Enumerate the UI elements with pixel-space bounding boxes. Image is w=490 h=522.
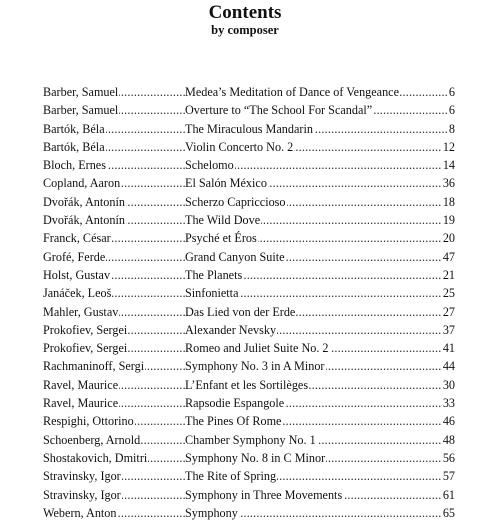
work-title: Romeo and Juliet Suite No. 2 — [185, 341, 329, 356]
page-title: Contents — [208, 2, 282, 23]
work-cell — [185, 156, 455, 174]
composer-name: Schoenberg, Arnold — [43, 432, 141, 447]
page-number: 30 — [442, 376, 455, 394]
work-cell — [185, 120, 455, 138]
composer-name: Grofé, Ferde — [43, 249, 106, 264]
composer-cell — [43, 504, 185, 522]
work-title: Chamber Symphony No. 1 — [185, 432, 316, 447]
page-number: 48 — [442, 431, 455, 449]
work-cell — [185, 211, 455, 229]
work-title: Alexander Nevsky — [185, 322, 277, 337]
contents-entry — [43, 83, 455, 101]
contents-entry — [43, 138, 455, 156]
work-title: Overture to “The School For Scandal” — [185, 103, 373, 118]
work-title: Symphony in Three Movements — [185, 487, 343, 502]
work-title: Grand Canyon Suite — [185, 249, 285, 264]
composer-cell — [43, 156, 185, 174]
composer-cell — [43, 357, 185, 375]
contents-entry — [43, 394, 455, 412]
composer-name: Ravel, Maurice — [43, 396, 119, 411]
composer-cell — [43, 83, 185, 101]
contents-entry — [43, 174, 455, 192]
composer-name: Bartók, Béla — [43, 139, 105, 154]
work-cell — [185, 174, 455, 192]
page-number: 33 — [442, 394, 455, 412]
contents-entry — [43, 101, 455, 119]
page-number: 14 — [442, 156, 455, 174]
page-number: 20 — [442, 229, 455, 247]
page-number: 36 — [442, 174, 455, 192]
page-number: 19 — [442, 211, 455, 229]
work-title: The Miraculous Mandarin — [185, 121, 313, 136]
page-number: 41 — [442, 339, 455, 357]
work-title: The Wild Dove — [185, 213, 261, 228]
work-cell — [185, 193, 455, 211]
composer-cell — [43, 248, 185, 266]
composer-cell — [43, 394, 185, 412]
work-cell — [185, 504, 455, 522]
composer-cell — [43, 431, 185, 449]
composer-name: Franck, César — [43, 231, 111, 246]
composer-cell — [43, 412, 185, 430]
contents-entry — [43, 357, 455, 375]
work-cell — [185, 357, 455, 375]
page-number: 56 — [442, 449, 455, 467]
work-cell — [185, 339, 455, 357]
contents-entry — [43, 504, 455, 522]
composer-name: Rachmaninoff, Sergi — [43, 359, 145, 374]
contents-entry — [43, 120, 455, 138]
page-number: 8 — [448, 120, 455, 138]
contents-entry — [43, 339, 455, 357]
page-number: 18 — [442, 193, 455, 211]
work-title: Symphony — [185, 505, 238, 520]
page-number: 12 — [442, 138, 455, 156]
work-cell — [185, 376, 455, 394]
composer-name: Ravel, Maurice — [43, 377, 119, 392]
composer-name: Copland, Aaron — [43, 176, 121, 191]
work-cell — [185, 138, 455, 156]
page-subtitle: by composer — [211, 23, 279, 37]
contents-entry — [43, 467, 455, 485]
page-number: 25 — [442, 284, 455, 302]
composer-cell — [43, 339, 185, 357]
page-number: 44 — [442, 357, 455, 375]
work-title: The Rite of Spring — [185, 469, 277, 484]
contents-entry — [43, 248, 455, 266]
contents-entry — [43, 376, 455, 394]
work-title: Violin Concerto No. 2 — [185, 139, 294, 154]
composer-name: Dvořák, Antonín — [43, 213, 125, 228]
composer-cell — [43, 138, 185, 156]
work-title: Medea’s Meditation of Dance of Vengeance — [185, 85, 399, 99]
work-title: Symphony No. 3 in A Minor — [185, 359, 325, 374]
composer-cell — [43, 486, 185, 504]
work-title: Schelomo — [185, 158, 234, 173]
composer-cell — [43, 174, 185, 192]
composer-cell — [43, 101, 185, 119]
work-title: Sinfonietta — [185, 286, 239, 301]
contents-entry — [43, 266, 455, 284]
page-number: 61 — [442, 486, 455, 504]
page-number: 37 — [442, 321, 455, 339]
work-title: L’Enfant et les Sortilèges — [185, 377, 309, 392]
work-cell — [185, 412, 455, 430]
work-title: Symphony No. 8 in C Minor — [185, 450, 326, 465]
work-title: The Pines Of Rome — [185, 414, 282, 429]
contents-entry — [43, 303, 455, 321]
contents-entry — [43, 486, 455, 504]
composer-name: Prokofiev, Sergei — [43, 341, 128, 356]
work-title: The Planets — [185, 267, 243, 282]
composer-cell — [43, 229, 185, 247]
composer-name: Respighi, Ottorino — [43, 414, 134, 429]
page-number: 6 — [448, 83, 455, 101]
page-number: 47 — [442, 248, 455, 266]
composer-name: Barber, Samuel — [43, 103, 119, 118]
contents-entry — [43, 412, 455, 430]
work-cell — [185, 101, 455, 119]
contents-entry — [43, 449, 455, 467]
work-title: Rapsodie Espangole — [185, 396, 285, 411]
composer-cell — [43, 211, 185, 229]
composer-cell — [43, 321, 185, 339]
composer-name: Prokofiev, Sergei — [43, 322, 128, 337]
composer-cell — [43, 284, 185, 302]
page-number: 21 — [442, 266, 455, 284]
composer-cell — [43, 193, 185, 211]
page-number: 27 — [442, 303, 455, 321]
composer-name: Dvořák, Antonín — [43, 194, 125, 209]
composer-name: Stravinsky, Igor — [43, 487, 121, 502]
work-cell — [185, 266, 455, 284]
contents-entry — [43, 321, 455, 339]
contents-list — [43, 83, 455, 522]
work-title: Scherzo Capriccioso — [185, 194, 286, 209]
composer-cell — [43, 467, 185, 485]
composer-name: Bartók, Béla — [43, 121, 105, 136]
work-title: Das Lied von der Erde — [185, 304, 296, 319]
work-cell — [185, 486, 455, 504]
page-number: 65 — [442, 504, 455, 522]
contents-entry — [43, 229, 455, 247]
work-cell — [185, 284, 455, 302]
composer-cell — [43, 266, 185, 284]
page-number: 46 — [442, 412, 455, 430]
composer-name: Shostakovich, Dmitri — [43, 450, 148, 465]
work-cell — [185, 321, 455, 339]
contents-entry — [43, 284, 455, 302]
composer-name: Webern, Anton — [43, 505, 117, 520]
composer-cell — [43, 303, 185, 321]
work-cell — [185, 303, 455, 321]
composer-name: Janáček, Leoš — [43, 286, 112, 301]
work-title: El Salón México — [185, 176, 267, 191]
composer-name: Holst, Gustav — [43, 267, 111, 282]
contents-entry — [43, 211, 455, 229]
contents-entry — [43, 431, 455, 449]
composer-name: Barber, Samuel — [43, 85, 119, 99]
composer-name: Stravinsky, Igor — [43, 469, 121, 484]
composer-cell — [43, 449, 185, 467]
composer-cell — [43, 376, 185, 394]
work-cell — [185, 431, 455, 449]
work-cell — [185, 394, 455, 412]
page-number: 57 — [442, 467, 455, 485]
contents-entry — [43, 156, 455, 174]
composer-name: Bloch, Ernes — [43, 158, 106, 173]
contents-entry — [43, 193, 455, 211]
work-title: Psyché et Éros — [185, 231, 257, 246]
composer-cell — [43, 120, 185, 138]
work-cell — [185, 467, 455, 485]
work-cell — [185, 83, 455, 101]
work-cell — [185, 229, 455, 247]
composer-name: Mahler, Gustav — [43, 304, 119, 319]
page-number: 6 — [448, 101, 455, 119]
work-cell — [185, 248, 455, 266]
work-cell — [185, 449, 455, 467]
